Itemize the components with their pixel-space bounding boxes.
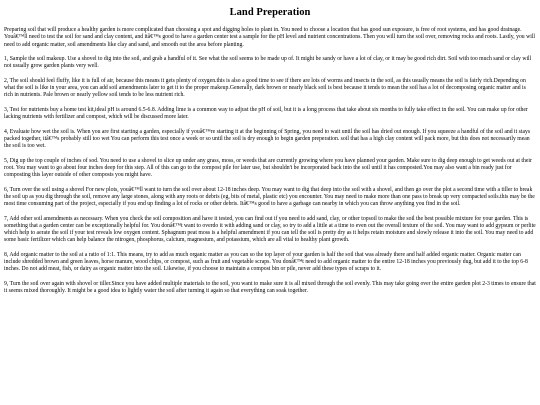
document-page xyxy=(4,6,536,303)
step-paragraph-6: 6, Turn over the soil using a shovel For new plots, youâ€™ll want to turn the soil over about 12-18 inches deep. You may want to dig that deep into the soil with a shovel, and then go over the plot a second time with a tiller to break the soil up as you dig through the soil, remove any large stones, along with any roots or debris (eg, bits of metal, plastic etc) you encounter. You may need to make more than one pass to break up very compacted soils.this may be the most time consuming part of the project, especially if you end up finding a lot of rocks or other debris. Itâ€™s good to have a garbage can nearby in which you can throw anything you find in the soil. xyxy=(4,186,535,207)
step-paragraph-1: 1, Sample the soil makeup. Use a shovel to dig into the soil, and grab a handful of it. See what the soil seems to be made up of. It might be sandy or have a lot of clay, or it may be good rich dirt. Soil with too much sand or clay will not usually grow garden plants very well. xyxy=(4,56,532,70)
step-paragraph-9: 9, Turn the soil over again with shovel or tiller.Since you have added multiple materials to the soil, you want to make sure it is all mixed through the soil evenly. This may take going over the entire garden plot 2-3 times to ensure that it seems mixed thoroughly. It might be a good idea to lightly water the soil after turning it again so that everything can soak together. xyxy=(4,280,536,294)
step-paragraph-4: 4, Evaluate how wet the soil is. When you are first starting a garden, especially if youâ€™re starting it at the beginning of Spring, you need to wait until the soil has dried out enough. If you squeeze a handful of the soil and it stays packed together, itâ€™s probably still too wet You can perform this test once a week or so until the soil is dry enough to begin garden preperation. soil that has a high clay content will pack more, but this does not necessarily mean the soil is too wet. xyxy=(4,128,531,149)
page-title: Land Preperation xyxy=(229,7,311,18)
step-paragraph-8: 8, Add organic matter to the soil at a ratio of 1:1. This means, try to add as much organic matter as you can so the top layer of your garden is half the soil that was already there and half added organic matter. Organic matter can include shredded brown and green leaves, horse manure, wood chips, or compost, such as fruit and vegetable scraps. You donâ€™t need to add organic matter to the entire 12-18 inches you previously dug, but add it to the top 6-8 inches. Do not add meat, fish, or dairy as organic matter into the soil. Likewise, if you choose to maintain a compost bin or pile, never add these types of scraps to it. xyxy=(4,251,528,273)
intro-paragraph: Preparing soil that will produce a healthy garden is more complicated than choosing a spot and digging holes to plant in. You need to choose a location that has good sun exposure, is free of root systems, and has good drainage. Youâ€™ll need to test the soil for sand and clay content, and itâ€™s good to have a garden center test a sample for the pH level and nutrient concentrations. Then you will turn the soil over, removing rocks and roots. Lastly, you will need to add organic matter, soil amendments like clay and sand, and smooth out the area before planting. xyxy=(4,27,535,48)
step-paragraph-5: 5, Dig up the top couple of inches of sod. You need to use a shovel to slice up under any grass, moss, or weeds that are currently growing where you have planned your garden. Make sure to dig deep enough to get weeds out at their root. You may want to go about four inches deep for this step. All of this can go to the compost pile for later use, but shouldn't be incorporated back into the soil until it has composted.You may also want a bin ready just for composting this layer outside of other composts you might have. xyxy=(4,157,532,178)
step-paragraph-3: 3, Test for nutrients buy a home test kit,ideal pH is around 6.5-6.8. Adding lime is a common way to adjust the pH of soil, but it is a long process that take about six months to fully take effect in the soil. You can make up for other lacking nutrients with fertilizer and compost, which will be discussed more later. xyxy=(4,106,528,120)
step-paragraph-7: 7, Add other soil amendments as necessary. When you check the soil composition and have it tested, you can find out if you need to add sand, clay, or other topsoil to make the soil the best possible mixture for your garden. This is something that a garden center can be exceptionally helpful for. You donâ€™t want to overdo it with adding sand or clay, so try to add a little at a time to even out the overall texture of the soil. You may want to add gypsum or perlite which help to aerate the soil if your test reveals low oxygen content. Sphagnum peat moss is a helpful amendment if you can tell the soil is pretty dry as it helps retain moisture and slowly release it into the soil. You may need to add some basic fertilizer which can help balance the nitrogen, phosphorus, calcium, magnesium, and potassium, which are all vital to healthy plant growth. xyxy=(4,215,536,244)
step-paragraph-2: 2, The soil should feel fluffy, like it is full of air, because this means it gets plenty of oxygen.this is also a good time to see if there are lots of worms and insects in the soil, as this usually means the soil is fairly rich.Depending on what the soil is like in your area, you can add soil amendments later to get it to the proper makeup.Generally, dark brown or nearly black soil is best because it tends to mean the soil has a lot of decomposing organic matter and is rich in nutrients. Pale brown or nearly yellow soil tends to be less nutrient rich. xyxy=(4,77,526,99)
